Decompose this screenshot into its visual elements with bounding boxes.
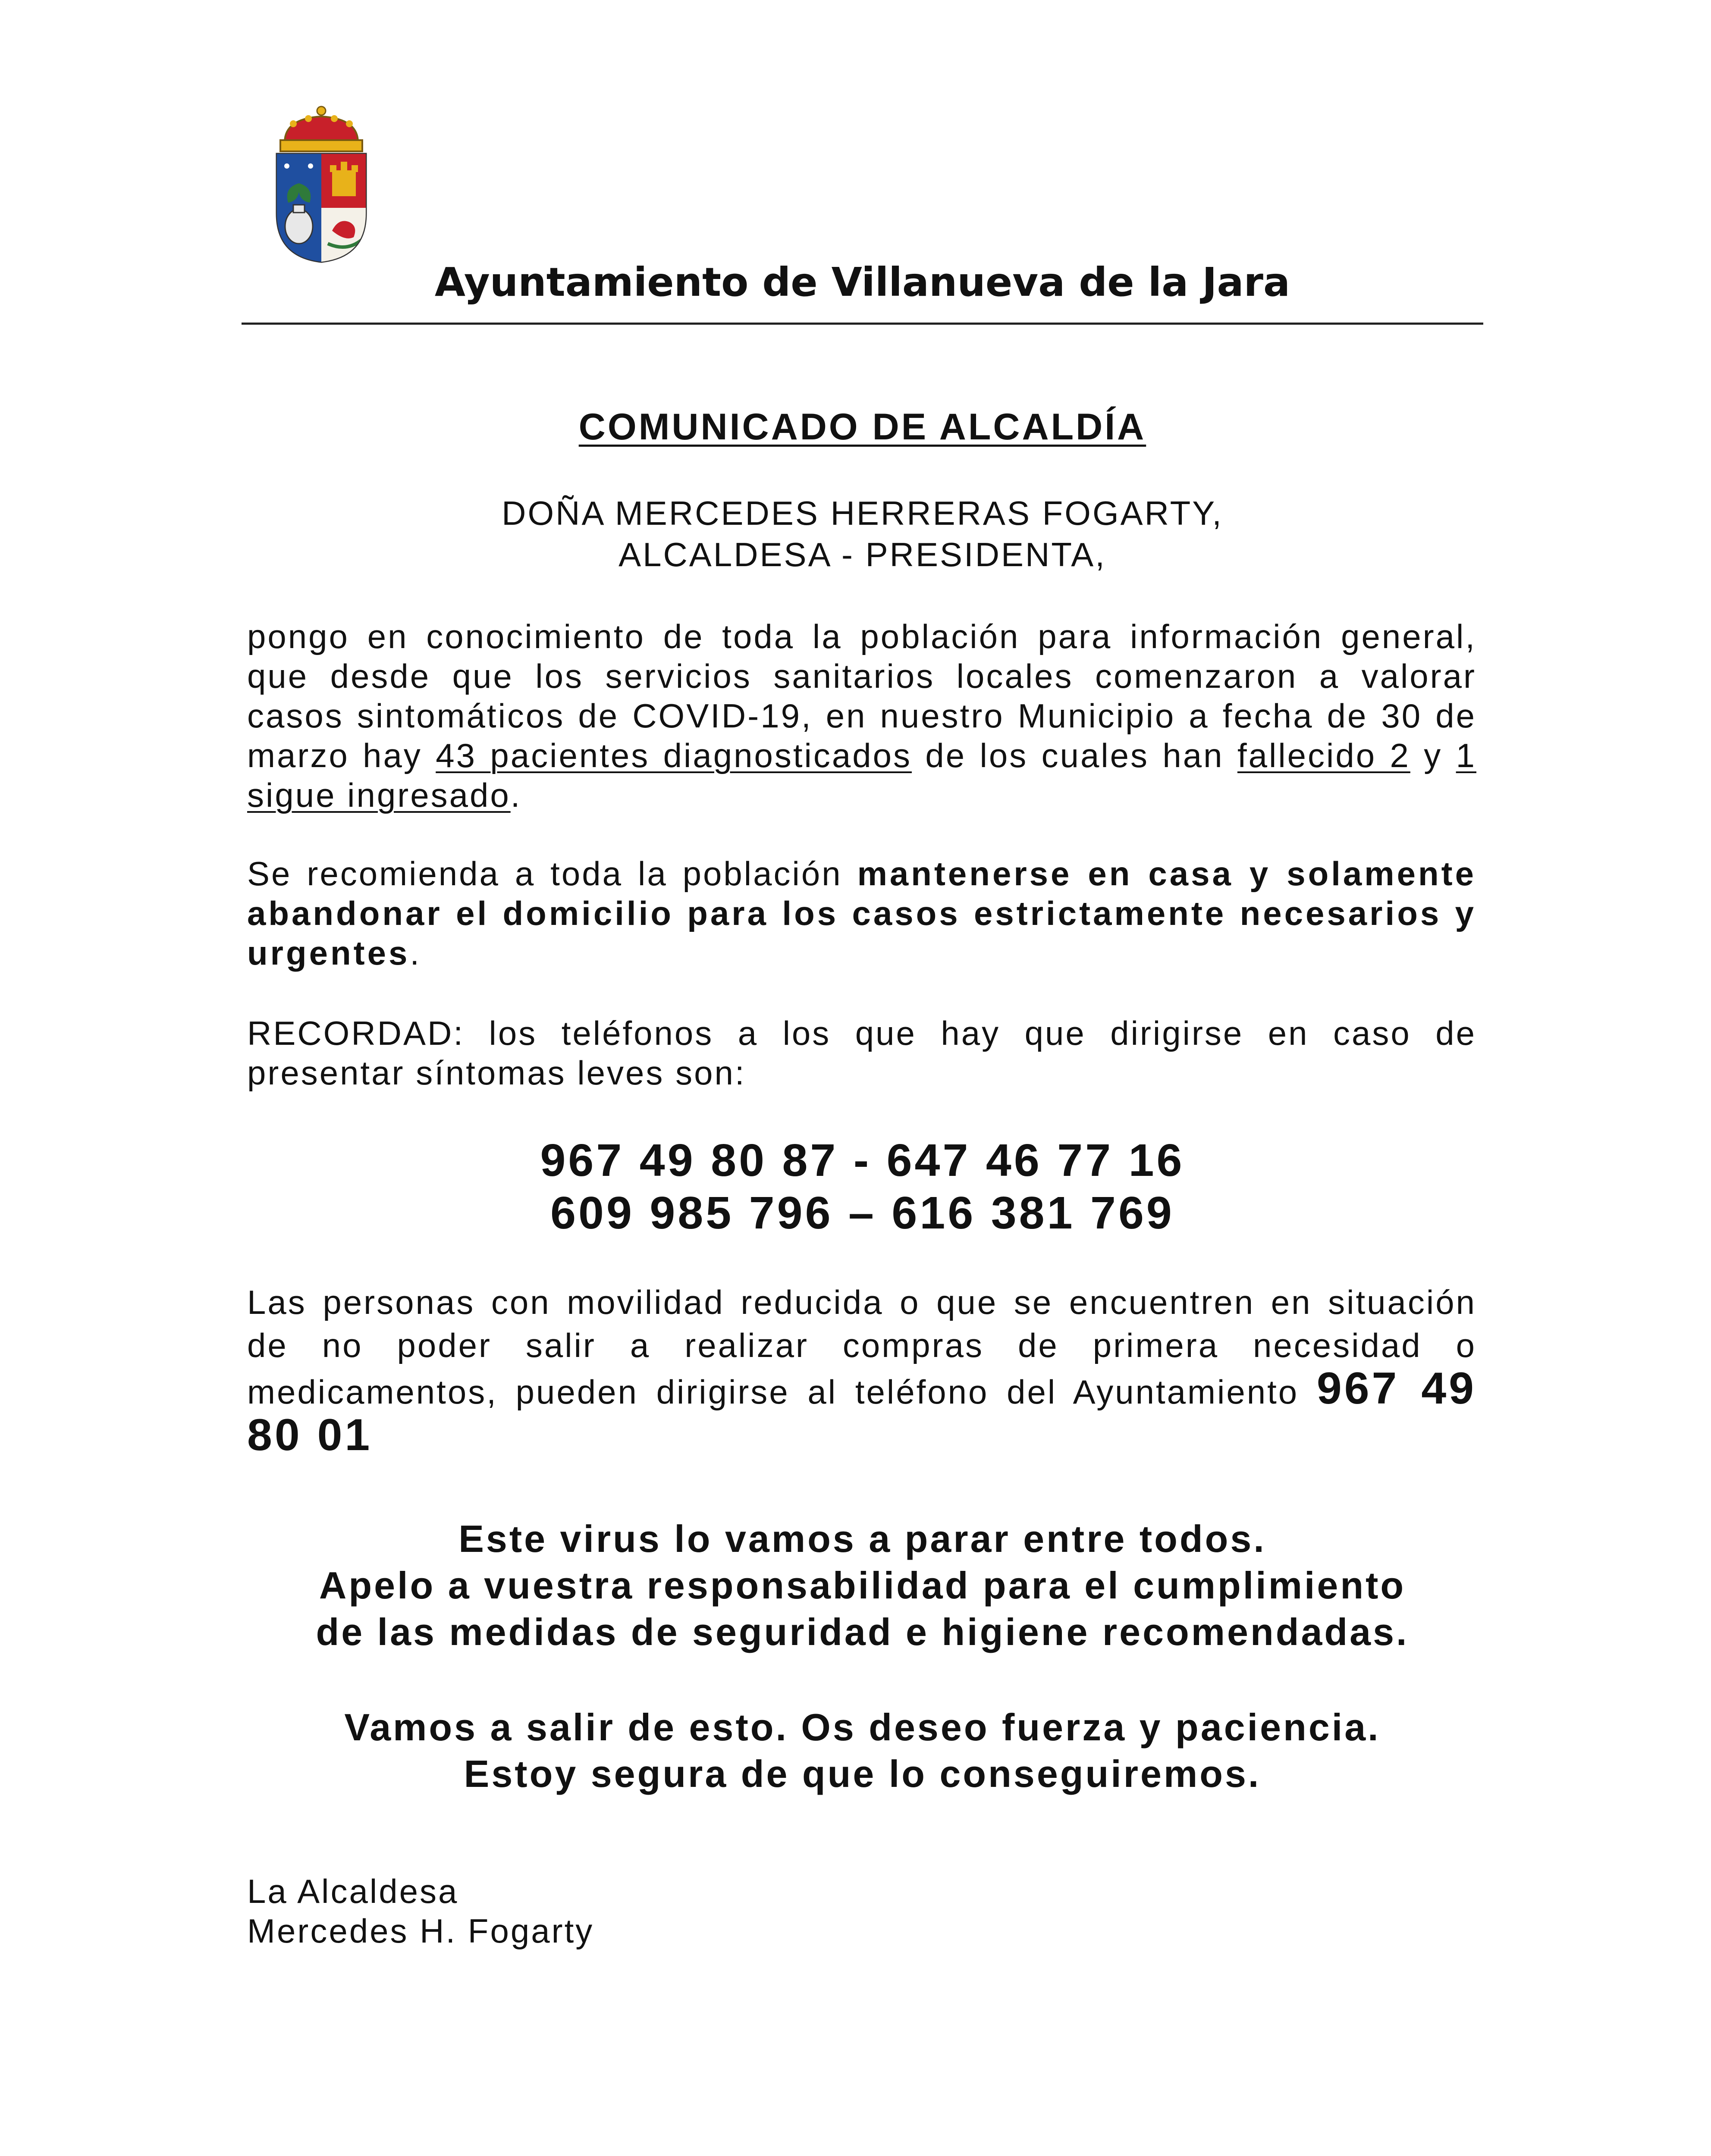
hospitalized-count: 1 sigue ingresado bbox=[247, 736, 1477, 814]
text-span: Se recomienda a toda la población bbox=[247, 855, 857, 893]
paragraph-reduced-mobility bbox=[247, 1281, 1476, 1460]
coat-of-arms-logo bbox=[267, 101, 375, 265]
text-span: . bbox=[410, 934, 421, 972]
closing-line: Estoy segura de que lo conseguiremos. bbox=[464, 1752, 1261, 1795]
paragraph-phones-intro: RECORDAD: los teléfonos a los que hay que dirigirse en caso de presentar síntomas leves son: bbox=[247, 1014, 1476, 1092]
text-span: de los cuales han bbox=[912, 736, 1237, 774]
closing-line: de las medidas de seguridad e higiene recomendadas. bbox=[316, 1611, 1409, 1653]
page-title: COMUNICADO DE ALCALDÍA bbox=[578, 406, 1146, 448]
closing-line: Este virus lo vamos a parar entre todos. bbox=[458, 1517, 1266, 1560]
phone-numbers-line-2: 609 985 796 – 616 381 769 bbox=[550, 1188, 1174, 1238]
paragraph-recommendation bbox=[247, 854, 1476, 973]
paragraph-cases bbox=[247, 617, 1476, 815]
closing-line: Vamos a salir de esto. Os deseo fuerza y paciencia. bbox=[344, 1706, 1381, 1749]
phone-numbers-line-1: 967 49 80 87 - 647 46 77 16 bbox=[540, 1135, 1185, 1186]
header-divider bbox=[242, 323, 1483, 325]
author-role: ALCALDESA - PRESIDENTA, bbox=[618, 536, 1106, 573]
signature-role: La Alcaldesa bbox=[247, 1872, 459, 1910]
deceased-count: fallecido 2 bbox=[1237, 736, 1410, 774]
diagnosed-count: 43 pacientes diagnosticados bbox=[436, 736, 912, 774]
text-span: . bbox=[510, 776, 522, 814]
town-hall-phone: 967 49 80 01 bbox=[247, 1363, 1476, 1460]
recommendation-bold: mantenerse en casa y solamente abandonar el domicilio para los casos estrictamente necesarios y urgentes bbox=[247, 855, 1477, 972]
text-span: y bbox=[1410, 736, 1456, 774]
shield-icon bbox=[277, 154, 366, 262]
closing-line: Apelo a vuestra responsabilidad para el cumplimiento bbox=[319, 1564, 1406, 1607]
author-name: DOÑA MERCEDES HERRERAS FOGARTY, bbox=[502, 494, 1223, 532]
signature-name: Mercedes H. Fogarty bbox=[247, 1912, 594, 1950]
text-span: Las personas con movilidad reducida o que se encuentren en situación de no poder salir a realizar compras de primera necesidad o medicamentos, pueden dirigirse al teléfono del Ayuntamiento bbox=[247, 1283, 1476, 1411]
header-title: Ayuntamiento de Villanueva de la Jara bbox=[434, 259, 1290, 305]
crown-icon bbox=[280, 107, 362, 151]
text-span: pongo en conocimiento de toda la población para información general, que desde que los servicios sanitarios locales comenzaron a valorar casos sintomáticos de COVID-19, en nuestro Municipio a fecha de 30 de marzo hay bbox=[247, 617, 1476, 774]
